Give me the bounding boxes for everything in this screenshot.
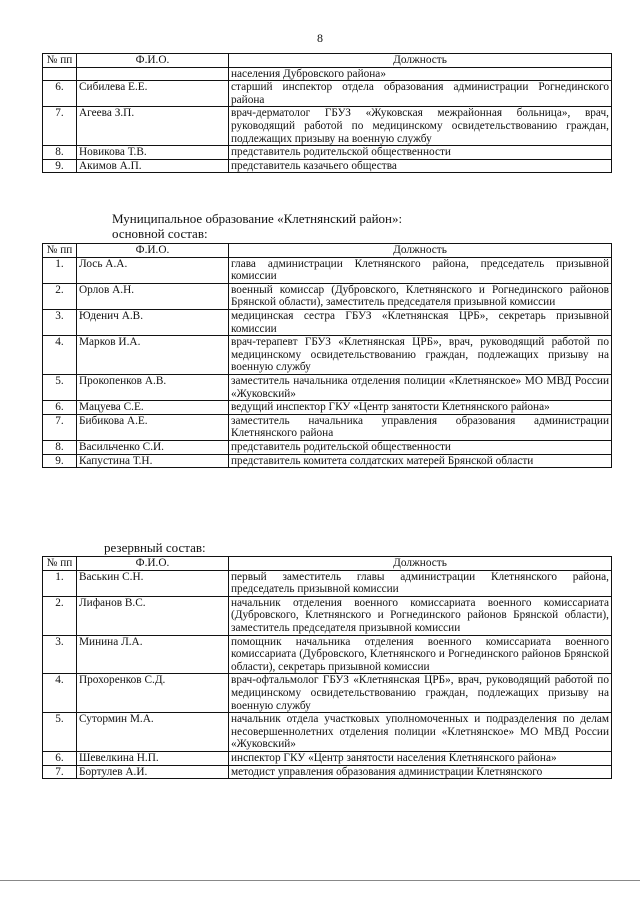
row-name: Орлов А.Н. [77, 283, 229, 309]
row-position: врач-офтальмолог ГБУЗ «Клетнянская ЦРБ», врач, руководящий работой по медицинскому освидетельствованию граждан, подлежащих призыву на военную службу [229, 674, 612, 713]
page-number: 8 [317, 31, 323, 45]
table-row [43, 67, 612, 81]
row-position: медицинская сестра ГБУЗ «Клетнянская ЦРБ», секретарь призывной комиссии [229, 309, 612, 335]
column-header-name: Ф.И.О. [77, 54, 229, 68]
row-position: начальник отдела участковых уполномоченных и подразделения по делам несовершеннолетних отделения полиции «Клетнянское» МО МВД России «Жуковский» [229, 713, 612, 752]
column-header-name: Ф.И.О. [77, 244, 229, 258]
row-name: Васильченко С.И. [77, 440, 229, 454]
row-number: 1. [43, 257, 77, 283]
row-name: Марков И.А. [77, 336, 229, 375]
row-number: 6. [43, 751, 77, 765]
table-header-row [43, 244, 612, 258]
column-header-name: Ф.И.О. [77, 557, 229, 571]
row-position: представитель комитета солдатских матерей Брянской области [229, 454, 612, 468]
row-name: Лифанов В.С. [77, 596, 229, 635]
row-number: 5. [43, 713, 77, 752]
row-number: 4. [43, 336, 77, 375]
table-row [43, 309, 612, 335]
row-number [43, 67, 77, 81]
table-row [43, 440, 612, 454]
row-number: 7. [43, 107, 77, 146]
main-composition-heading: основной состав: [112, 226, 208, 241]
row-position: помощник начальника отделения военного комиссариата военного комиссариата (Дубровского, Клетнянского и Рогнединского районов Брянской области), секретарь призывной комиссии [229, 635, 612, 674]
row-position: инспектор ГКУ «Центр занятости населения Клетнянского района» [229, 751, 612, 765]
row-position: первый заместитель главы администрации Клетнянского района, председатель призывной комиссии [229, 570, 612, 596]
row-name: Сутормин М.А. [77, 713, 229, 752]
row-name: Прохоренков С.Д. [77, 674, 229, 713]
table-row [43, 107, 612, 146]
row-position: старший инспектор отдела образования администрации Рогнединского района [229, 81, 612, 107]
column-header-num: № пп [43, 54, 77, 68]
row-number: 1. [43, 570, 77, 596]
row-position: врач-терапевт ГБУЗ «Клетнянская ЦРБ», врач, руководящий работой по медицинскому освидетельствованию граждан, подлежащих призыву на военную службу [229, 336, 612, 375]
row-name [77, 67, 229, 81]
table-row [43, 751, 612, 765]
row-name: Бибикова А.Е. [77, 414, 229, 440]
row-position: методист управления образования администрации Клетнянского [229, 765, 612, 779]
row-number: 3. [43, 309, 77, 335]
table-row [43, 374, 612, 400]
column-header-position: Должность [229, 244, 612, 258]
table-row [43, 454, 612, 468]
row-position: ведущий инспектор ГКУ «Центр занятости Клетнянского района» [229, 401, 612, 415]
municipality-heading: Муниципальное образование «Клетнянский район»: [112, 211, 403, 226]
table-header-row [43, 557, 612, 571]
table-row [43, 635, 612, 674]
table-row [43, 159, 612, 173]
row-name: Шевелкина Н.П. [77, 751, 229, 765]
row-number: 9. [43, 454, 77, 468]
row-name: Новикова Т.В. [77, 146, 229, 160]
row-name: Минина Л.А. [77, 635, 229, 674]
row-name: Лось А.А. [77, 257, 229, 283]
row-number: 7. [43, 414, 77, 440]
row-number: 2. [43, 283, 77, 309]
row-position: представитель казачьего общества [229, 159, 612, 173]
column-header-position: Должность [229, 557, 612, 571]
reserve-composition-table [42, 556, 612, 779]
row-number: 7. [43, 765, 77, 779]
row-position: врач-дерматолог ГБУЗ «Жуковская межрайонная больница», врач, руководящий работой по медицинскому освидетельствованию граждан, подлежащих призыву на военную службу [229, 107, 612, 146]
row-name: Сибилева Е.Е. [77, 81, 229, 107]
table-row [43, 283, 612, 309]
row-number: 4. [43, 674, 77, 713]
row-number: 5. [43, 374, 77, 400]
row-position: заместитель начальника управления образования администрации Клетнянского района [229, 414, 612, 440]
row-number: 2. [43, 596, 77, 635]
row-position: представитель родительской общественности [229, 146, 612, 160]
row-position: населения Дубровского района» [229, 67, 612, 81]
row-number: 3. [43, 635, 77, 674]
roster-table-continuation [42, 53, 612, 173]
row-name: Васькин С.Н. [77, 570, 229, 596]
row-name: Мацуева С.Е. [77, 401, 229, 415]
row-position: глава администрации Клетнянского района, председатель призывной комиссии [229, 257, 612, 283]
row-position: военный комиссар (Дубровского, Клетнянского и Рогнединского районов Брянской области), заместитель председателя призывной комиссии [229, 283, 612, 309]
table-row [43, 596, 612, 635]
row-name: Капустина Т.Н. [77, 454, 229, 468]
table-row [43, 257, 612, 283]
column-header-num: № пп [43, 244, 77, 258]
row-position: заместитель начальника отделения полиции «Клетнянское» МО МВД России «Жуковский» [229, 374, 612, 400]
row-name: Прокопенков А.В. [77, 374, 229, 400]
table-row [43, 81, 612, 107]
table-row [43, 570, 612, 596]
column-header-position: Должность [229, 54, 612, 68]
row-name: Юденич А.В. [77, 309, 229, 335]
table-row [43, 336, 612, 375]
row-name: Акимов А.П. [77, 159, 229, 173]
table-row [43, 765, 612, 779]
reserve-composition-heading: резервный состав: [104, 540, 206, 555]
row-number: 6. [43, 81, 77, 107]
row-number: 9. [43, 159, 77, 173]
table-header-row [43, 54, 612, 68]
row-name: Агеева З.П. [77, 107, 229, 146]
page-bottom-divider [0, 880, 640, 881]
table-row [43, 713, 612, 752]
column-header-num: № пп [43, 557, 77, 571]
row-number: 6. [43, 401, 77, 415]
table-row [43, 146, 612, 160]
row-position: начальник отделения военного комиссариата военного комиссариата (Дубровского, Клетнянского и Рогнединского районов Брянской области), заместитель председателя призывной комиссии [229, 596, 612, 635]
row-number: 8. [43, 440, 77, 454]
table-row [43, 401, 612, 415]
table-row [43, 414, 612, 440]
main-composition-table [42, 243, 612, 468]
row-number: 8. [43, 146, 77, 160]
row-position: представитель родительской общественности [229, 440, 612, 454]
row-name: Бортулев А.И. [77, 765, 229, 779]
table-row [43, 674, 612, 713]
